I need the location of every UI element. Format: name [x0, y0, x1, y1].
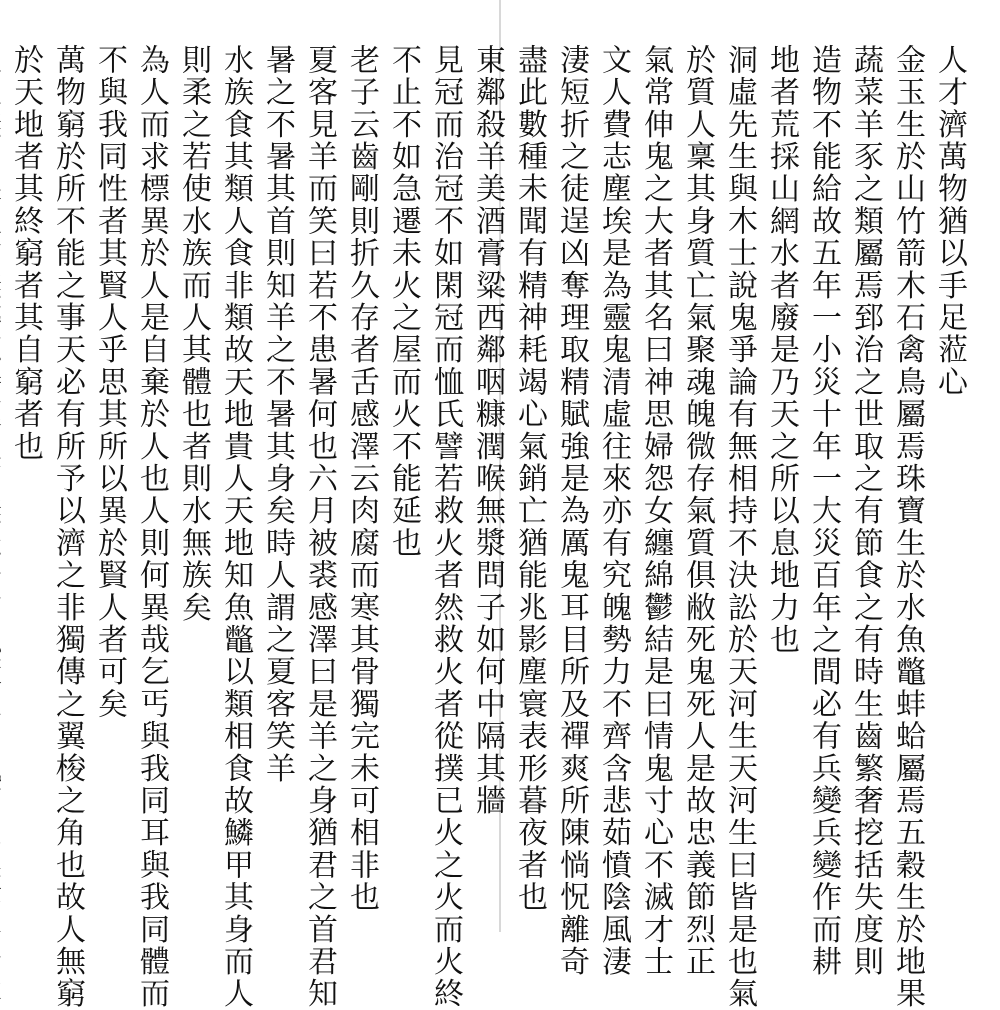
- right-column-1: 人才濟萬物猶以手足蒞心: [932, 44, 967, 399]
- right-column-9: 文人費志塵埃是為靈鬼清虛往來亦有究魄勢力不齊含悲茹憤陰風淒: [596, 44, 631, 978]
- right-column-8: 氣常伸鬼之大者其名曰神思婦怨女纏綿鬱結是曰情鬼寸心不滅才士: [638, 44, 673, 978]
- right-column-10: 淒短折之徒逞凶奪理取精賦強是為厲鬼耳目所及禪爽所陳惝怳離奇: [554, 44, 589, 978]
- left-column-6: 水族食其類人食非類故天地貴人天地知魚鼈以類相食故鱗甲其身而人: [218, 44, 253, 1010]
- left-column-2: 不止不如急遷未火之屋而火不能延也: [386, 44, 421, 560]
- left-column-1: 見冠而治冠不如閑冠而恤氏譬若救火者然救火者從撲已火之火而火終: [428, 44, 463, 1010]
- right-column-6: 洞虛先生與木士說鬼爭論有無相持不決訟於天河生天河生曰皆是也氣: [722, 44, 757, 1010]
- right-column-3: 蔬菜羊豕之類屬焉郅治之世取之有節食之有時生齒繁奢挖括失度則: [848, 44, 883, 978]
- right-column-2: 金玉生於山竹箭木石禽鳥屬焉珠寶生於水魚鼈蚌蛤屬焉五穀生於地果: [890, 44, 925, 1010]
- left-column-4: 夏客見羊而笑曰若不患暑何也六月被裘感澤曰是羊之身猶君之首君知: [302, 44, 337, 1010]
- left-column-3: 老子云齒剛則折久存者舌感澤云肉腐而寒其骨獨完未可相非也: [344, 44, 379, 914]
- left-column-9: 不與我同性者其賢人乎思其所以異於賢人者可矣: [92, 44, 127, 721]
- left-column-5: 暑之不暑其首則知羊之不暑其身矣時人謂之夏客笑羊: [260, 44, 295, 785]
- left-column-10: 萬物窮於所不能之事天必有所予以濟之非獨傳之翼梭之角也故人無窮: [50, 44, 85, 1010]
- right-column-4: 造物不能給故五年一小災十年一大災百年之間必有兵變兵變作而耕: [806, 44, 841, 978]
- left-column-11: 於天地者其終窮者其自窮者也: [8, 44, 43, 463]
- right-column-5: 地者荒採山網水者廢是乃天之所以息地力也: [764, 44, 799, 656]
- left-column-8: 為人而求標異於人是自棄於人也人則何異哉乞丐與我同耳與我同體而: [134, 44, 169, 1010]
- right-column-7: 於質人稟其身質亡氣聚魂魄微存氣質俱敝死鬼死人是故忠義節烈正: [680, 44, 715, 978]
- right-column-11: 盡此數種未聞有精神耗竭心氣銷亡猶能兆影塵寰表形暮夜者也: [512, 44, 547, 914]
- left-column-7: 則柔之若使水族而人其體也者則水無族矣: [176, 44, 211, 624]
- left-column-12: [0, 44, 4, 1010]
- right-column-12: 東鄰殺羊美酒膏粱西鄰咽糠潤喉無漿問子如何中隔其牆: [470, 44, 505, 817]
